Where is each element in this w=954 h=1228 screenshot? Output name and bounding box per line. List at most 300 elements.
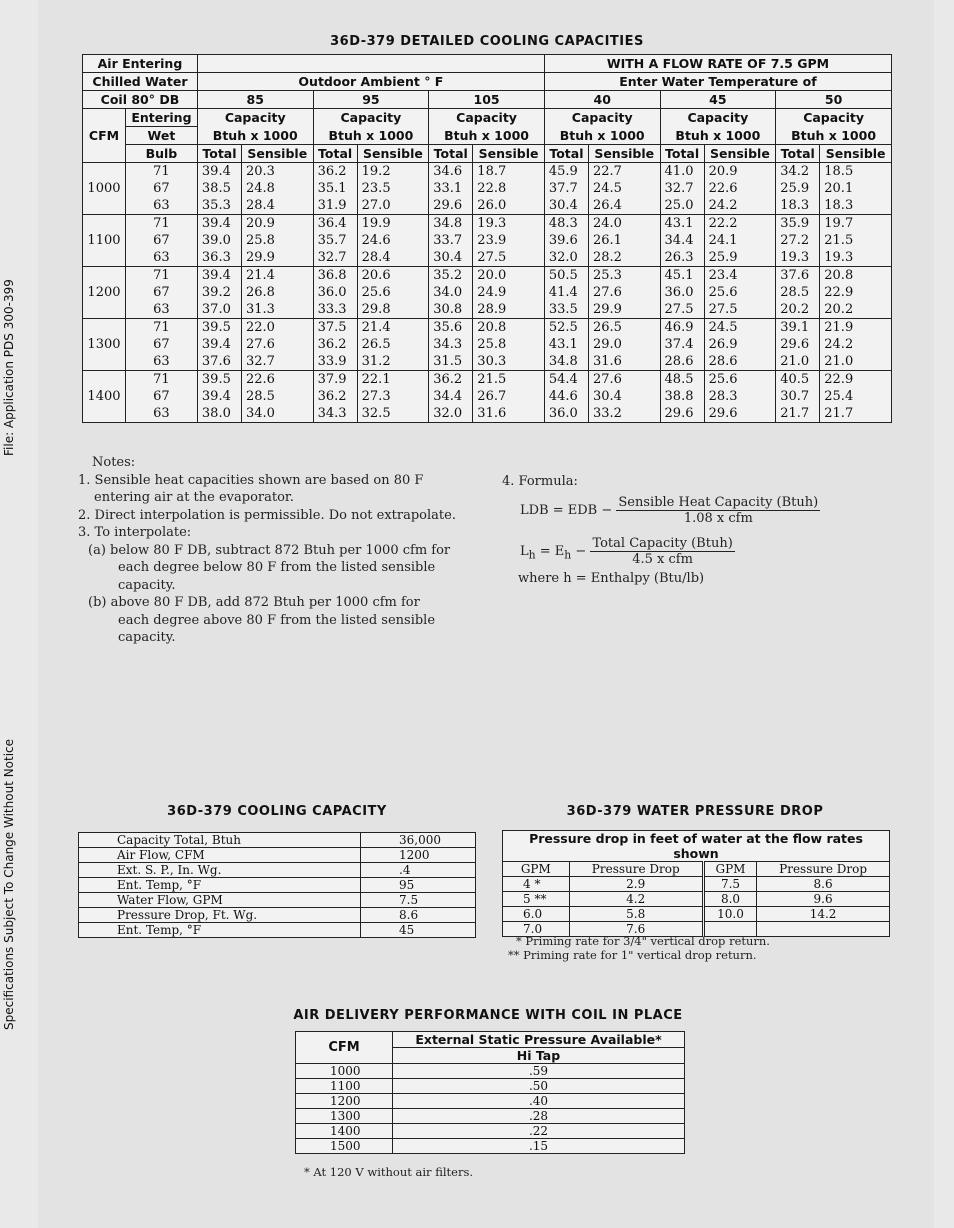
capacity-cell: 18.5 — [820, 163, 892, 181]
table-row — [79, 878, 476, 893]
cooling-value: 7.5 — [361, 893, 476, 908]
capacity-cell: 28.5 — [776, 284, 820, 301]
capacity-cell: 19.3 — [776, 249, 820, 267]
note-3a: (a) below 80 F DB, subtract 872 Btuh per 1000 cfm for — [88, 542, 451, 558]
capacity-cell: 34.3 — [429, 336, 473, 353]
capacity-cell: 36.8 — [313, 267, 357, 285]
capacity-cell: 20.9 — [241, 215, 313, 233]
capacity-cell: 34.8 — [544, 353, 588, 371]
lh-formula — [502, 536, 902, 567]
capacity-cell: 45.9 — [544, 163, 588, 181]
capacity-cell: 41.0 — [660, 163, 704, 181]
capacity-cell: 29.9 — [588, 301, 660, 319]
hdr-temp: 50 — [776, 91, 892, 109]
water-pd-2: 8.6 — [757, 877, 890, 892]
table-row — [83, 353, 892, 371]
wet-bulb-cell: 71 — [125, 215, 197, 233]
wet-bulb-cell: 67 — [125, 284, 197, 301]
detailed-capacity-table — [82, 54, 892, 423]
capacity-cell: 39.4 — [197, 267, 241, 285]
table-row — [296, 1124, 685, 1139]
capacity-cell: 27.3 — [357, 388, 429, 405]
capacity-cell: 22.9 — [820, 371, 892, 389]
cfm-cell: 1300 — [83, 319, 126, 371]
air-cfm: 1000 — [296, 1064, 393, 1079]
capacity-cell: 25.9 — [704, 249, 776, 267]
capacity-cell: 27.5 — [704, 301, 776, 319]
capacity-cell: 24.2 — [704, 197, 776, 215]
capacity-cell: 35.2 — [429, 267, 473, 285]
water-gpm: 5 ** — [503, 892, 570, 907]
capacity-cell: 21.7 — [776, 405, 820, 423]
table-row — [79, 893, 476, 908]
note-3a-line3: capacity. — [118, 577, 176, 593]
hdr-capacity: Capacity — [197, 109, 313, 127]
note-3b-line3: capacity. — [118, 630, 176, 645]
cooling-value: 8.6 — [361, 908, 476, 923]
hdr-capacity: Capacity — [660, 109, 776, 127]
water-pd-2: 9.6 — [757, 892, 890, 907]
hdr-temp: 40 — [544, 91, 660, 109]
cfm-cell: 1200 — [83, 267, 126, 319]
table-row — [79, 833, 476, 848]
capacity-cell: 37.6 — [197, 353, 241, 371]
capacity-cell: 32.7 — [313, 249, 357, 267]
cooling-label: Ent. Temp, °F — [79, 923, 361, 938]
capacity-cell: 43.1 — [544, 336, 588, 353]
water-gpm-2: 10.0 — [703, 907, 756, 922]
note-1: 1. Sensible heat capacities shown are based on 80 F — [78, 472, 424, 488]
capacity-cell: 34.4 — [429, 388, 473, 405]
water-pd-2 — [757, 922, 890, 937]
capacity-cell: 50.5 — [544, 267, 588, 285]
capacity-cell: 36.0 — [660, 284, 704, 301]
capacity-cell: 37.5 — [313, 319, 357, 337]
table-row — [83, 249, 892, 267]
wet-bulb-cell: 63 — [125, 197, 197, 215]
capacity-cell: 29.6 — [429, 197, 473, 215]
air-col-cfm: CFM — [296, 1032, 393, 1064]
capacity-cell: 27.6 — [588, 284, 660, 301]
hdr-btuh: Btuh x 1000 — [544, 127, 660, 145]
capacity-cell: 29.8 — [357, 301, 429, 319]
table-row — [296, 1094, 685, 1109]
capacity-cell: 21.5 — [473, 371, 545, 389]
hdr-sensible: Sensible — [820, 145, 892, 163]
capacity-cell: 23.9 — [473, 232, 545, 249]
capacity-cell: 24.9 — [473, 284, 545, 301]
capacity-cell: 20.0 — [473, 267, 545, 285]
cooling-label: Capacity Total, Btuh — [79, 833, 361, 848]
spec-side-note: Specifications Subject To Change Without Notice — [2, 738, 16, 1030]
capacity-cell: 30.8 — [429, 301, 473, 319]
capacity-cell: 31.5 — [429, 353, 473, 371]
hdr-chilled-water: Chilled Water — [83, 73, 198, 91]
hdr-total: Total — [544, 145, 588, 163]
capacity-cell: 27.5 — [660, 301, 704, 319]
capacity-cell: 19.7 — [820, 215, 892, 233]
capacity-cell: 29.0 — [588, 336, 660, 353]
file-side-note: File: Application PDS 300-399 — [2, 279, 16, 456]
table-row — [83, 180, 892, 197]
ldb-formula — [502, 495, 902, 526]
capacity-cell: 38.8 — [660, 388, 704, 405]
capacity-cell: 26.5 — [357, 336, 429, 353]
capacity-cell: 34.8 — [429, 215, 473, 233]
capacity-cell: 39.5 — [197, 319, 241, 337]
hdr-total: Total — [197, 145, 241, 163]
table-row — [503, 892, 890, 907]
capacity-cell: 36.0 — [544, 405, 588, 423]
cfm-cell: 1100 — [83, 215, 126, 267]
capacity-cell: 32.7 — [241, 353, 313, 371]
lh-fraction — [590, 536, 734, 567]
capacity-cell: 23.4 — [704, 267, 776, 285]
note-3a-line2: each degree below 80 F from the listed sensible — [118, 560, 436, 575]
capacity-cell: 37.4 — [660, 336, 704, 353]
wet-bulb-cell: 71 — [125, 371, 197, 389]
capacity-cell: 36.3 — [197, 249, 241, 267]
cooling-value: 95 — [361, 878, 476, 893]
capacity-cell: 32.0 — [544, 249, 588, 267]
capacity-cell: 20.6 — [357, 267, 429, 285]
water-col-pd-1: Pressure Drop — [569, 862, 703, 877]
capacity-cell: 24.2 — [820, 336, 892, 353]
capacity-cell: 43.1 — [660, 215, 704, 233]
note-1-cont: entering air at the evaporator. — [94, 490, 294, 505]
capacity-cell: 28.5 — [241, 388, 313, 405]
capacity-cell: 48.5 — [660, 371, 704, 389]
capacity-cell: 37.7 — [544, 180, 588, 197]
lh-sub2: h — [564, 548, 572, 562]
hdr-capacity: Capacity — [429, 109, 545, 127]
cooling-value: .4 — [361, 863, 476, 878]
capacity-cell: 27.2 — [776, 232, 820, 249]
capacity-cell: 29.6 — [660, 405, 704, 423]
water-pd: 2.9 — [569, 877, 703, 892]
capacity-cell: 25.6 — [357, 284, 429, 301]
capacity-cell: 24.5 — [704, 319, 776, 337]
capacity-cell: 26.1 — [588, 232, 660, 249]
cooling-label: Ext. S. P., In. Wg. — [79, 863, 361, 878]
water-title: 36D-379 WATER PRESSURE DROP — [566, 804, 824, 819]
capacity-cell: 36.4 — [313, 215, 357, 233]
capacity-cell: 39.0 — [197, 232, 241, 249]
capacity-cell: 25.4 — [820, 388, 892, 405]
hdr-flow-rate: WITH A FLOW RATE OF 7.5 GPM — [544, 55, 891, 73]
capacity-cell: 34.0 — [429, 284, 473, 301]
air-pressure: .22 — [393, 1124, 685, 1139]
capacity-cell: 27.0 — [357, 197, 429, 215]
table-row — [79, 863, 476, 878]
capacity-cell: 30.4 — [544, 197, 588, 215]
capacity-cell: 36.2 — [313, 163, 357, 181]
water-gpm-2: 8.0 — [703, 892, 756, 907]
capacity-cell: 26.5 — [588, 319, 660, 337]
hdr-capacity: Capacity — [544, 109, 660, 127]
lh-numerator: Total Capacity (Btuh) — [592, 536, 733, 551]
water-pd: 5.8 — [569, 907, 703, 922]
table-row — [503, 907, 890, 922]
hdr-btuh: Btuh x 1000 — [313, 127, 429, 145]
table-row — [83, 197, 892, 215]
capacity-cell: 21.0 — [776, 353, 820, 371]
capacity-cell: 33.7 — [429, 232, 473, 249]
capacity-cell: 39.6 — [544, 232, 588, 249]
hdr-entering: Entering — [125, 109, 197, 127]
capacity-cell: 23.5 — [357, 180, 429, 197]
capacity-cell: 24.5 — [588, 180, 660, 197]
hdr-btuh: Btuh x 1000 — [197, 127, 313, 145]
hdr-outdoor-ambient: Outdoor Ambient ° F — [197, 73, 544, 91]
capacity-cell: 33.9 — [313, 353, 357, 371]
capacity-cell: 34.4 — [660, 232, 704, 249]
cooling-label: Ent. Temp, °F — [79, 878, 361, 893]
hdr-temp: 105 — [429, 91, 545, 109]
capacity-cell: 25.6 — [704, 371, 776, 389]
capacity-cell: 22.6 — [241, 371, 313, 389]
hdr-capacity: Capacity — [313, 109, 429, 127]
capacity-cell: 30.4 — [429, 249, 473, 267]
table-row — [79, 908, 476, 923]
table-row — [83, 267, 892, 285]
capacity-cell: 22.0 — [241, 319, 313, 337]
capacity-cell: 37.0 — [197, 301, 241, 319]
air-pressure: .40 — [393, 1094, 685, 1109]
capacity-cell: 30.7 — [776, 388, 820, 405]
capacity-cell: 24.1 — [704, 232, 776, 249]
capacity-cell: 46.9 — [660, 319, 704, 337]
water-footnote-2: ** Priming rate for 1" vertical drop return. — [508, 948, 757, 962]
capacity-cell: 20.2 — [776, 301, 820, 319]
wet-bulb-cell: 63 — [125, 353, 197, 371]
table-row — [83, 232, 892, 249]
capacity-cell: 36.0 — [313, 284, 357, 301]
capacity-cell: 39.5 — [197, 371, 241, 389]
water-gpm-2: 7.5 — [703, 877, 756, 892]
capacity-cell: 28.4 — [241, 197, 313, 215]
capacity-cell: 33.1 — [429, 180, 473, 197]
capacity-cell: 22.2 — [704, 215, 776, 233]
table-row — [83, 163, 892, 181]
capacity-cell: 35.1 — [313, 180, 357, 197]
capacity-cell: 38.0 — [197, 405, 241, 423]
capacity-cell: 25.6 — [704, 284, 776, 301]
wet-bulb-cell: 67 — [125, 336, 197, 353]
table-row — [83, 319, 892, 337]
capacity-cell: 26.0 — [473, 197, 545, 215]
air-pressure: .50 — [393, 1079, 685, 1094]
air-pressure: .28 — [393, 1109, 685, 1124]
capacity-cell: 39.4 — [197, 336, 241, 353]
lh-mid: = E — [535, 544, 565, 559]
ldb-left: LDB = EDB − — [520, 503, 613, 518]
cooling-value: 1200 — [361, 848, 476, 863]
capacity-cell: 36.2 — [429, 371, 473, 389]
capacity-cell: 34.0 — [241, 405, 313, 423]
capacity-cell: 31.9 — [313, 197, 357, 215]
hdr-sensible: Sensible — [704, 145, 776, 163]
capacity-cell: 25.3 — [588, 267, 660, 285]
capacity-cell: 21.5 — [820, 232, 892, 249]
hdr-wet: Wet — [125, 127, 197, 145]
hdr-total: Total — [776, 145, 820, 163]
wet-bulb-cell: 63 — [125, 301, 197, 319]
cooling-label: Air Flow, CFM — [79, 848, 361, 863]
cooling-value: 36,000 — [361, 833, 476, 848]
capacity-cell: 22.9 — [820, 284, 892, 301]
water-footnote-1: * Priming rate for 3/4" vertical drop return. — [516, 934, 770, 948]
capacity-cell: 22.8 — [473, 180, 545, 197]
capacity-cell: 21.4 — [241, 267, 313, 285]
cooling-capacity-table — [78, 832, 476, 938]
capacity-cell: 35.3 — [197, 197, 241, 215]
hdr-temp: 45 — [660, 91, 776, 109]
table-row — [296, 1109, 685, 1124]
enthalpy-note: where h = Enthalpy (Btu/lb) — [518, 571, 705, 586]
hdr-total: Total — [660, 145, 704, 163]
capacity-cell: 30.4 — [588, 388, 660, 405]
water-pd-2: 14.2 — [757, 907, 890, 922]
capacity-cell: 26.9 — [704, 336, 776, 353]
capacity-cell: 20.2 — [820, 301, 892, 319]
notes-block — [78, 454, 478, 647]
wet-bulb-cell: 63 — [125, 249, 197, 267]
capacity-cell: 41.4 — [544, 284, 588, 301]
capacity-cell: 36.2 — [313, 336, 357, 353]
water-gpm: 6.0 — [503, 907, 570, 922]
air-col-tap: Hi Tap — [393, 1048, 685, 1064]
capacity-cell: 35.7 — [313, 232, 357, 249]
capacity-cell: 28.2 — [588, 249, 660, 267]
capacity-cell: 28.4 — [357, 249, 429, 267]
hdr-btuh: Btuh x 1000 — [660, 127, 776, 145]
capacity-cell: 32.7 — [660, 180, 704, 197]
capacity-cell: 20.3 — [241, 163, 313, 181]
lh-denominator: 4.5 x cfm — [632, 552, 693, 567]
water-pd: 4.2 — [569, 892, 703, 907]
table-row — [83, 388, 892, 405]
capacity-cell: 31.2 — [357, 353, 429, 371]
capacity-cell: 45.1 — [660, 267, 704, 285]
wet-bulb-cell: 67 — [125, 180, 197, 197]
cooling-value: 45 — [361, 923, 476, 938]
capacity-cell: 19.9 — [357, 215, 429, 233]
table-row — [296, 1139, 685, 1154]
cfm-cell: 1400 — [83, 371, 126, 423]
wet-bulb-cell: 67 — [125, 232, 197, 249]
capacity-cell: 32.0 — [429, 405, 473, 423]
air-delivery-table — [295, 1031, 685, 1154]
capacity-cell: 29.9 — [241, 249, 313, 267]
wet-bulb-cell: 71 — [125, 267, 197, 285]
capacity-cell: 20.1 — [820, 180, 892, 197]
formula-heading: 4. Formula: — [502, 474, 578, 489]
capacity-cell: 29.6 — [776, 336, 820, 353]
hdr-temp: 95 — [313, 91, 429, 109]
air-cfm: 1400 — [296, 1124, 393, 1139]
capacity-cell: 19.3 — [473, 215, 545, 233]
capacity-cell: 28.3 — [704, 388, 776, 405]
table-row — [503, 877, 890, 892]
water-gpm: 7.0 — [503, 922, 570, 937]
air-cfm: 1300 — [296, 1109, 393, 1124]
capacity-cell: 34.2 — [776, 163, 820, 181]
cfm-cell: 1000 — [83, 163, 126, 215]
hdr-sensible: Sensible — [473, 145, 545, 163]
air-cfm: 1500 — [296, 1139, 393, 1154]
table-row — [83, 336, 892, 353]
capacity-cell: 26.7 — [473, 388, 545, 405]
capacity-cell: 24.0 — [588, 215, 660, 233]
cooling-title: 36D-379 COOLING CAPACITY — [167, 804, 387, 819]
capacity-cell: 27.6 — [241, 336, 313, 353]
capacity-cell: 32.5 — [357, 405, 429, 423]
lh-left: L — [520, 544, 529, 559]
water-col-gpm-2: GPM — [703, 862, 756, 877]
capacity-cell: 18.3 — [776, 197, 820, 215]
formula-block — [502, 474, 902, 586]
capacity-cell: 54.4 — [544, 371, 588, 389]
table-row — [79, 848, 476, 863]
ldb-denominator: 1.08 x cfm — [683, 511, 753, 526]
capacity-cell: 26.4 — [588, 197, 660, 215]
wet-bulb-cell: 71 — [125, 163, 197, 181]
capacity-cell: 26.3 — [660, 249, 704, 267]
cooling-label: Pressure Drop, Ft. Wg. — [79, 908, 361, 923]
capacity-cell: 27.5 — [473, 249, 545, 267]
capacity-cell: 44.6 — [544, 388, 588, 405]
water-pressure-table — [502, 830, 890, 937]
air-cfm: 1100 — [296, 1079, 393, 1094]
capacity-cell: 52.5 — [544, 319, 588, 337]
capacity-cell: 20.9 — [704, 163, 776, 181]
capacity-cell: 39.4 — [197, 388, 241, 405]
capacity-cell: 35.6 — [429, 319, 473, 337]
capacity-cell: 37.6 — [776, 267, 820, 285]
hdr-btuh: Btuh x 1000 — [429, 127, 545, 145]
hdr-air-entering: Air Entering — [83, 55, 198, 73]
table-row — [83, 284, 892, 301]
capacity-cell: 27.6 — [588, 371, 660, 389]
cooling-label: Water Flow, GPM — [79, 893, 361, 908]
capacity-cell: 18.7 — [473, 163, 545, 181]
capacity-cell: 22.7 — [588, 163, 660, 181]
notes-heading: Notes: — [92, 455, 136, 470]
capacity-cell: 31.3 — [241, 301, 313, 319]
hdr-coil-db: Coil 80° DB — [83, 91, 198, 109]
table-row — [83, 405, 892, 423]
capacity-cell: 34.3 — [313, 405, 357, 423]
lh-minus: − — [571, 544, 587, 559]
table-row — [79, 923, 476, 938]
hdr-capacity: Capacity — [776, 109, 892, 127]
hdr-sensible: Sensible — [241, 145, 313, 163]
hdr-btuh: Btuh x 1000 — [776, 127, 892, 145]
capacity-cell: 34.6 — [429, 163, 473, 181]
capacity-cell: 38.5 — [197, 180, 241, 197]
table-row — [296, 1079, 685, 1094]
note-2: 2. Direct interpolation is permissible. Do not extrapolate. — [78, 507, 456, 523]
water-pd: 7.6 — [569, 922, 703, 937]
hdr-cfm: CFM — [83, 109, 126, 163]
capacity-cell: 24.6 — [357, 232, 429, 249]
wet-bulb-cell: 63 — [125, 405, 197, 423]
water-col-pd-2: Pressure Drop — [757, 862, 890, 877]
capacity-cell: 37.9 — [313, 371, 357, 389]
capacity-cell: 21.0 — [820, 353, 892, 371]
capacity-cell: 25.9 — [776, 180, 820, 197]
